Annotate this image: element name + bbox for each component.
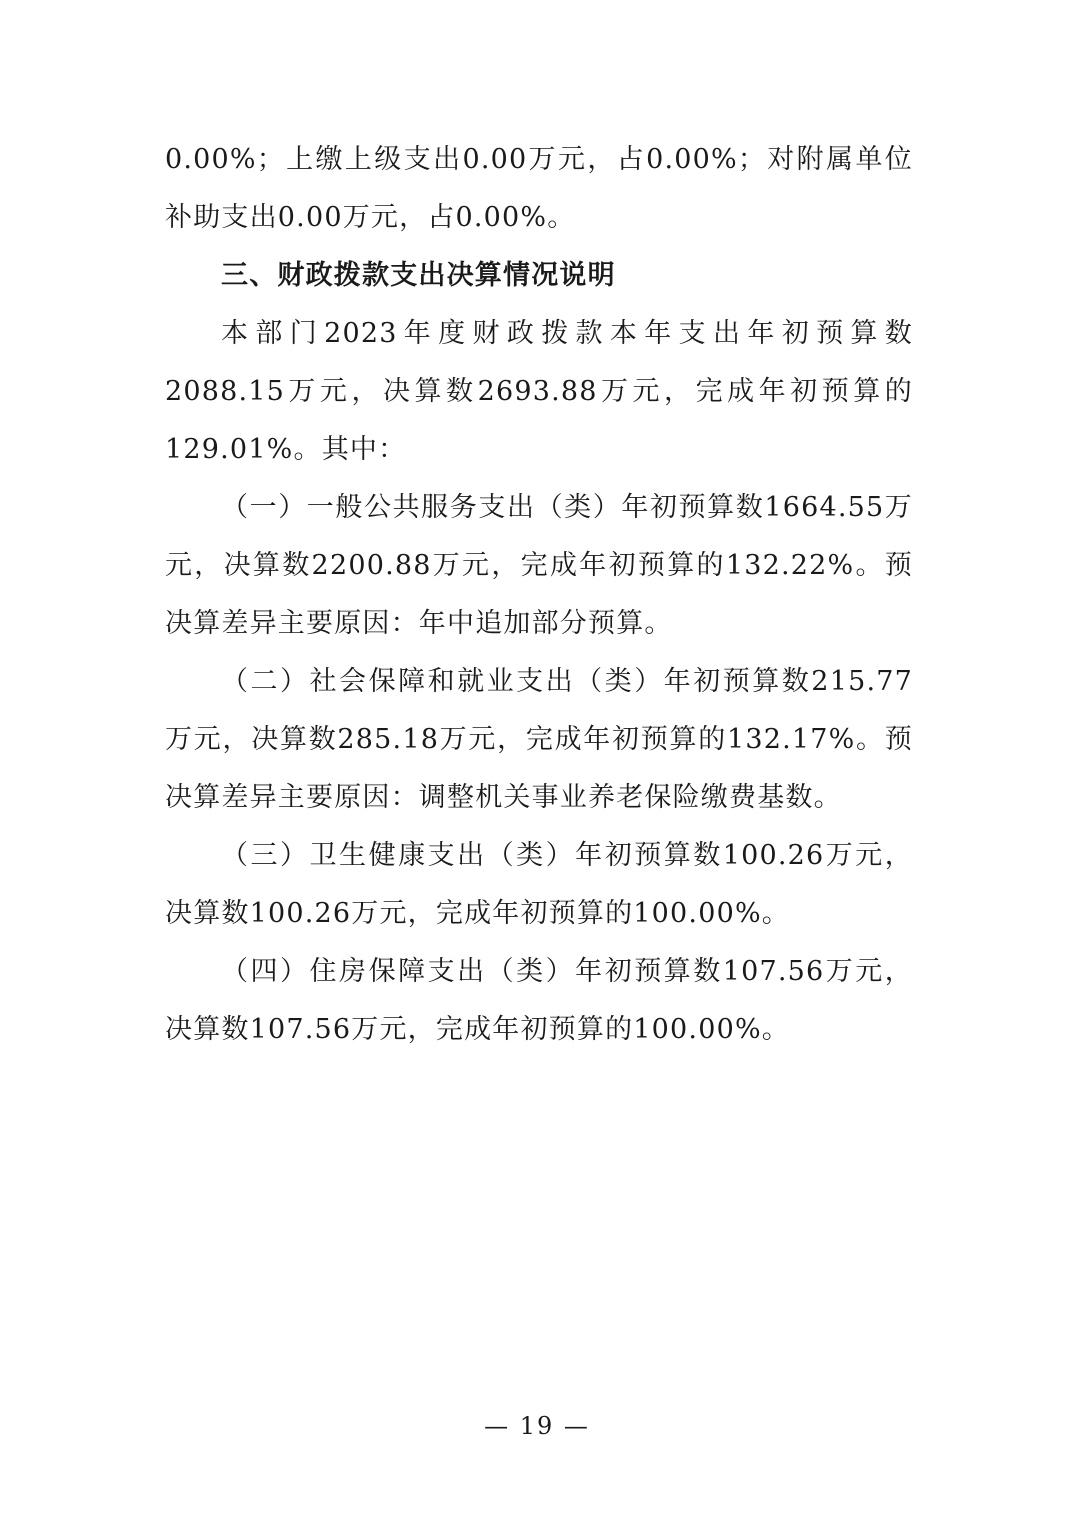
item-general-public-services: （一）一般公共服务支出（类）年初预算数1664.55万元，决算数2200.88万元，完成年初预算的132.22%。预决算差异主要原因：年中追加部分预算。 [165,492,913,639]
item-social-security: （二）社会保障和就业支出（类）年初预算数215.77万元，决算数285.18万元，完成年初预算的132.17%。预决算差异主要原因：调整机关事业养老保险缴费基数。 [165,666,913,813]
item-health: （三）卫生健康支出（类）年初预算数100.26万元，决算数100.26万元，完成年初预算的100.00%。 [165,840,913,929]
page-number: — 19 — [484,1412,590,1440]
document-body [165,131,913,1059]
section-heading: 三、财政拨款支出决算情况说明 [221,260,616,291]
item-housing: （四）住房保障支出（类）年初预算数107.56万元，决算数107.56万元，完成年初预算的100.00%。 [165,956,913,1045]
continued-paragraph: 0.00%；上缴上级支出0.00万元，占0.00%；对附属单位补助支出0.00万元，占0.00%。 [165,144,913,233]
summary-paragraph: 本部门2023年度财政拨款本年支出年初预算数2088.15万元，决算数2693.88万元，完成年初预算的129.01%。其中： [165,318,913,465]
